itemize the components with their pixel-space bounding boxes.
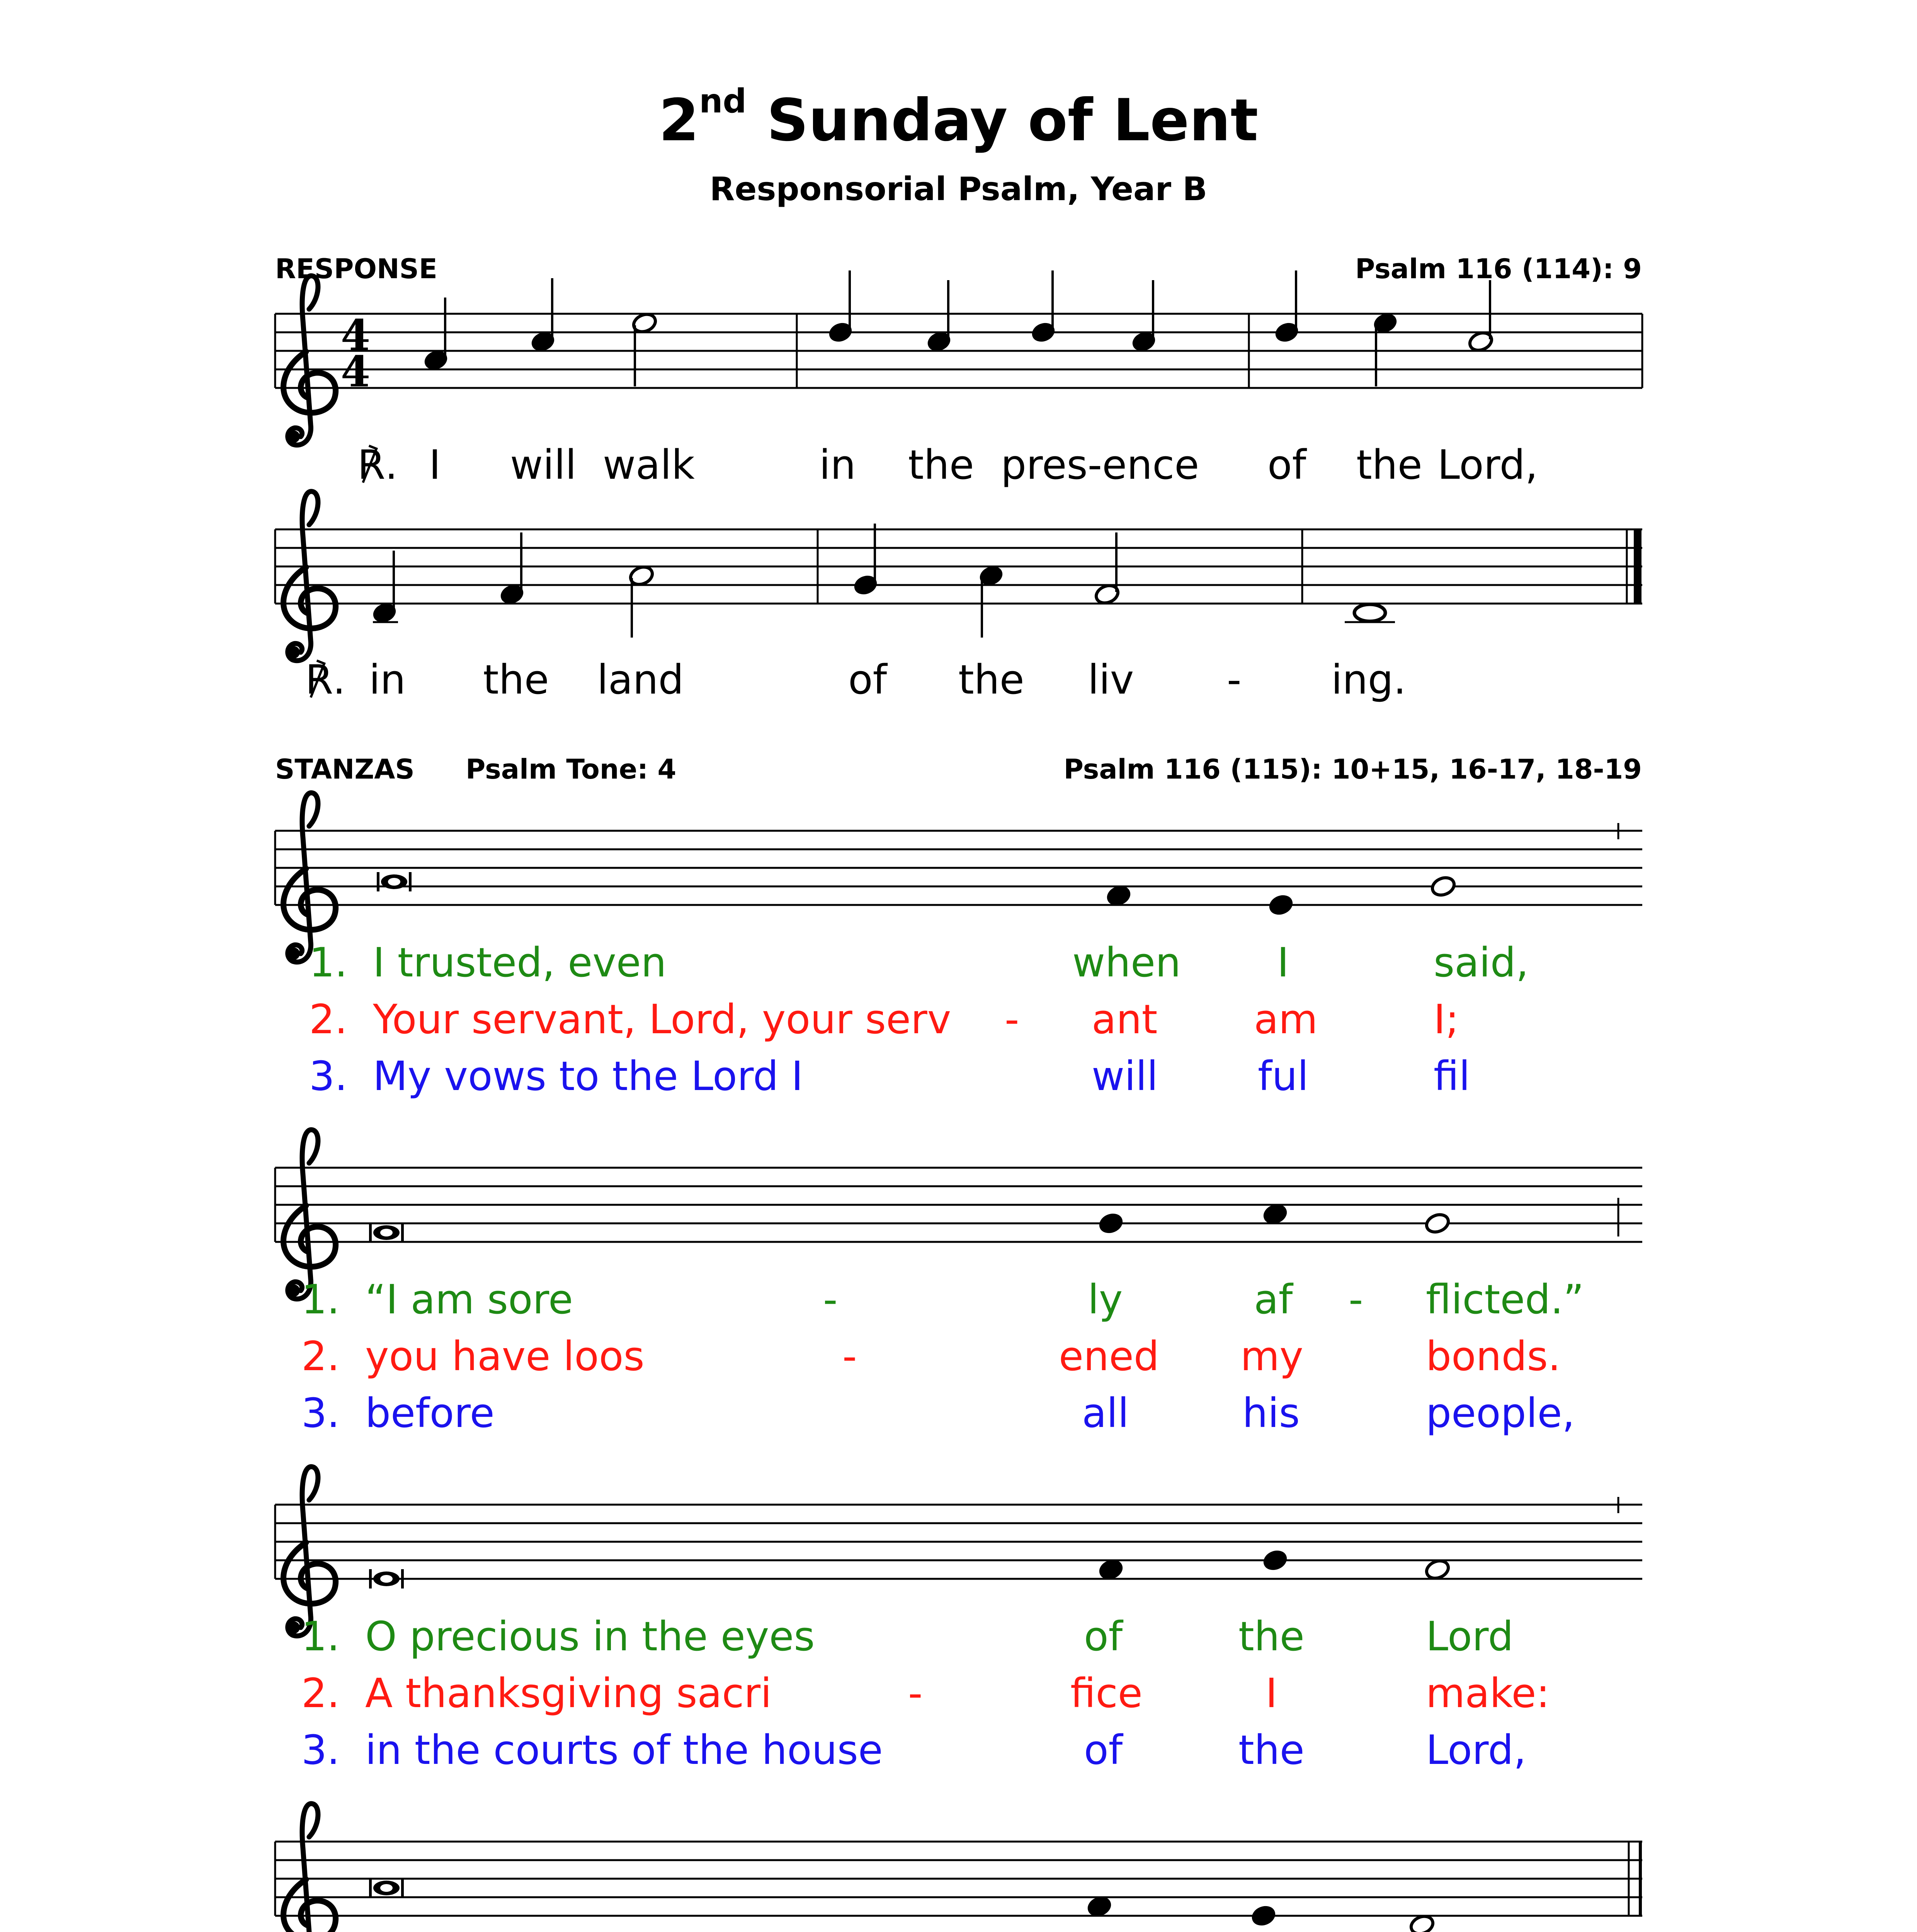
verse-number: 2.	[301, 1333, 340, 1380]
lyric: af	[1254, 1276, 1293, 1323]
time-signature-bottom: 4	[340, 347, 371, 396]
lyric: walk	[603, 441, 695, 488]
lyric: Lord,	[1437, 441, 1538, 488]
lyric: I trusted, even	[373, 939, 667, 986]
lyric: I	[1266, 1670, 1277, 1717]
lyric: before	[365, 1389, 495, 1437]
stanza-staff-4	[275, 1842, 1642, 1916]
verse-number: 2.	[301, 1670, 340, 1717]
lyric: ful	[1258, 1053, 1309, 1100]
response-symbol: ℟.	[357, 441, 398, 488]
hyphen: -	[1005, 996, 1019, 1043]
lyric: bonds.	[1426, 1333, 1561, 1380]
lyric: in	[819, 441, 856, 488]
verse-number: 3.	[309, 1053, 348, 1100]
verse-number: 1.	[301, 1276, 340, 1323]
lyric: when	[1072, 939, 1181, 986]
lyric: of	[1084, 1726, 1123, 1774]
lyric: of	[1084, 1613, 1123, 1660]
lyric: will	[510, 441, 577, 488]
lyric: ant	[1092, 996, 1158, 1043]
lyric: said,	[1434, 939, 1529, 986]
lyric: the	[908, 441, 974, 488]
treble-clef-icon	[284, 1467, 336, 1636]
lyric: in the courts of the house	[365, 1726, 883, 1774]
lyric: will	[1092, 1053, 1158, 1100]
lyric: liv	[1088, 656, 1134, 703]
treble-clef-icon	[284, 1804, 336, 1932]
verse-number: 2.	[309, 996, 348, 1043]
lyric: Lord,	[1426, 1726, 1526, 1774]
lyric: all	[1082, 1389, 1129, 1437]
verse-number: 1.	[309, 939, 348, 986]
hyphen: -	[842, 1333, 857, 1380]
verse-number: 3.	[301, 1726, 340, 1774]
lyric: I	[1277, 939, 1289, 986]
reciting-note-icon	[369, 1878, 404, 1898]
lyric: I;	[1434, 996, 1459, 1043]
verse-number: 1.	[301, 1613, 340, 1660]
time-signature-top: 4	[340, 310, 371, 360]
lyric: in	[369, 656, 406, 703]
response-notes-2	[372, 524, 1395, 638]
lyric: of	[1267, 441, 1306, 488]
lyric: flicted.”	[1426, 1276, 1584, 1323]
reciting-note-icon	[369, 1569, 404, 1588]
lyric: the	[483, 656, 549, 703]
lyric: I	[429, 441, 441, 488]
treble-clef-icon	[284, 492, 336, 661]
lyric: the	[1238, 1726, 1305, 1774]
lyric: the	[1238, 1613, 1305, 1660]
treble-clef-icon	[284, 1130, 336, 1299]
lyric: Lord	[1426, 1613, 1514, 1660]
page-title: 2nd Sunday of Lent	[658, 82, 1259, 154]
hyphen: -	[823, 1276, 838, 1323]
lyric: the	[1356, 441, 1422, 488]
lyric: the	[958, 656, 1024, 703]
lyric: My vows to the Lord I	[373, 1053, 803, 1100]
lyric: make:	[1426, 1670, 1550, 1717]
hyphen: -	[908, 1670, 923, 1717]
lyric: O precious in the eyes	[365, 1613, 815, 1660]
lyric: A thanksgiving sacri	[365, 1670, 772, 1717]
lyric: people,	[1426, 1389, 1575, 1437]
response-symbol: ℟.	[305, 656, 346, 703]
lyric: ly	[1088, 1276, 1123, 1323]
psalm-tone-label: Psalm Tone: 4	[466, 753, 677, 785]
lyric: you have loos	[365, 1333, 645, 1380]
lyric: pres-ence	[1001, 441, 1199, 488]
verse-number: 3.	[301, 1389, 340, 1437]
lyric: fil	[1434, 1053, 1470, 1100]
lyric: land	[597, 656, 684, 703]
lyric: ing.	[1331, 656, 1406, 703]
treble-clef-icon	[284, 276, 336, 445]
response-label: RESPONSE	[275, 253, 437, 285]
lyric: his	[1242, 1389, 1300, 1437]
lyric: fice	[1070, 1670, 1143, 1717]
lyric: my	[1240, 1333, 1303, 1380]
reciting-note-icon	[369, 1223, 404, 1242]
lyric: ened	[1059, 1333, 1159, 1380]
response-reference: Psalm 116 (114): 9	[1355, 253, 1642, 285]
page-subtitle: Responsorial Psalm, Year B	[709, 170, 1208, 208]
response-staff-1	[275, 314, 1642, 388]
hyphen: -	[1349, 1276, 1363, 1323]
stanzas-reference: Psalm 116 (115): 10+15, 16-17, 18-19	[1063, 753, 1642, 785]
lyric: -	[1227, 656, 1242, 703]
lyric: am	[1254, 996, 1318, 1043]
reciting-note-icon	[377, 872, 412, 891]
treble-clef-icon	[284, 793, 336, 962]
lyric: “I am sore	[365, 1276, 573, 1323]
response-staff-2	[275, 529, 1642, 604]
lyric: Your servant, Lord, your serv	[373, 996, 951, 1043]
lyric: of	[848, 656, 887, 703]
stanzas-label: STANZAS	[275, 753, 415, 785]
